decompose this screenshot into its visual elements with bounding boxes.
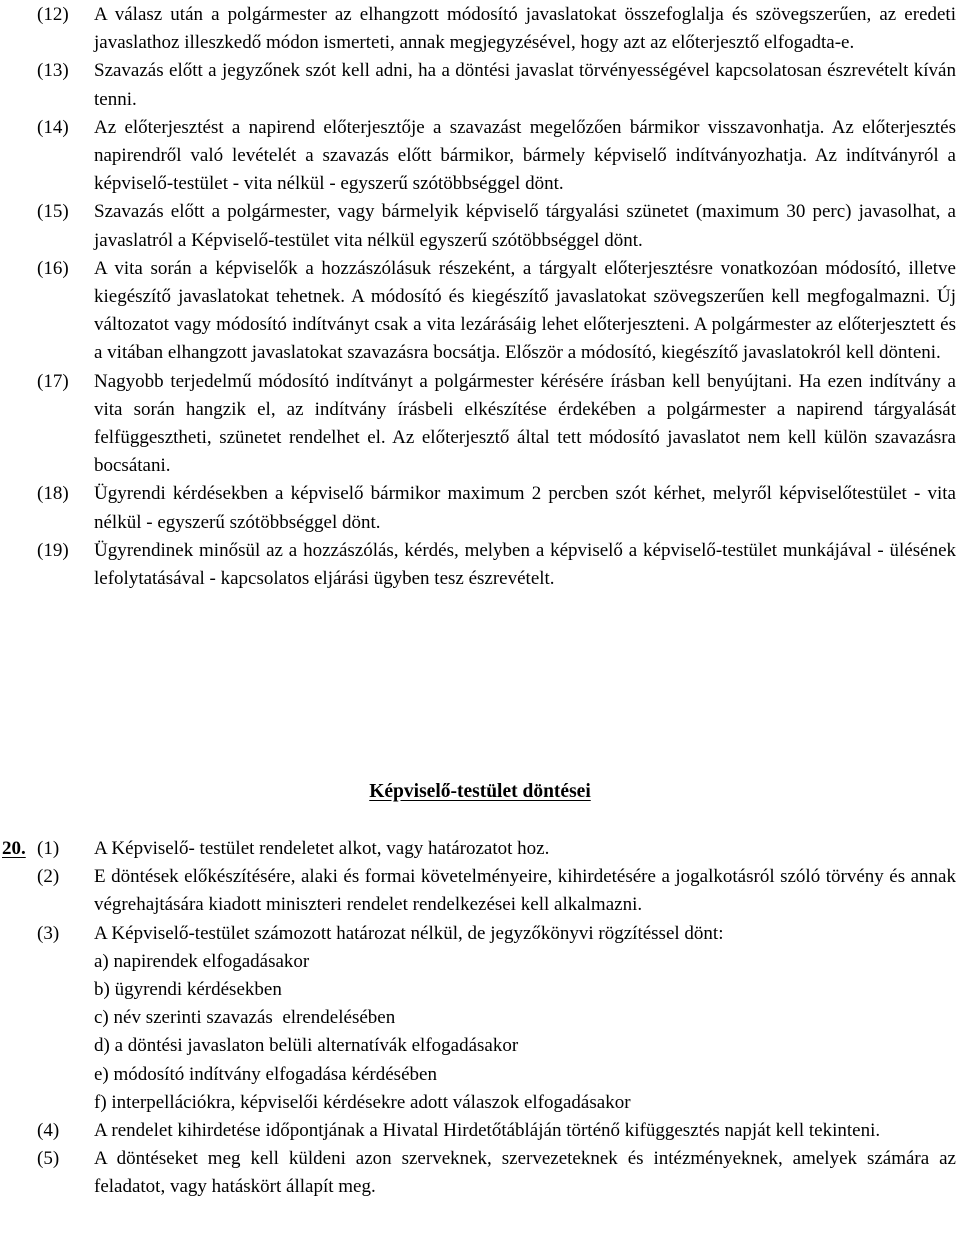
paragraphs-top — [0, 1, 956, 593]
list-item: c) név szerinti szavazás elrendelésében — [94, 1007, 396, 1029]
paragraph-text: Nagyobb terjedelmű módosító indítványt a polgármester kérésére írásban kell benyújtani. Ha ezen indítvány a vita során hangzik el, az indítvány írásbeli elkészítése érdekében a polgármester a napirend tárgyalását felfüggesztheti, szünetet rendelhet el. Az előterjesztő által tett módosító javaslatot nem kell külön szavazásra bocsátani. — [94, 370, 956, 477]
paragraph-number: (15) — [37, 201, 69, 223]
paragraph-number: (5) — [37, 1148, 60, 1170]
paragraph-2 — [0, 863, 956, 919]
paragraph-13 — [0, 57, 956, 113]
paragraph-text: Ügyrendi kérdésekben a képviselő bármikor maximum 2 percben szót kérhet, melyről képviselőtestület - vita nélkül - egyszerű szótöbbséggel dönt. — [94, 483, 956, 533]
paragraph-number: (12) — [37, 4, 69, 25]
paragraph-18 — [0, 480, 956, 536]
list-item: e) módosító indítvány elfogadása kérdésében — [94, 1063, 437, 1085]
paragraph-text: Ügyrendinek minősül az a hozzászólás, kérdés, melyben a képviselő a képviselő-testület munkájával - ülésének lefolytatásával - kapcsolatos eljárási ügyben tesz észrevételt. — [94, 539, 956, 590]
paragraph-5 — [0, 1145, 956, 1201]
list-item: d) a döntési javaslaton belüli alternatívák elfogadásakor — [94, 1035, 519, 1057]
paragraph-text: A Képviselő- testület rendeletet alkot, vagy határozatot hoz. — [94, 838, 550, 859]
paragraph-text: A döntéseket meg kell küldeni azon szerveknek, szervezeteknek és intézményeknek, amelyek számára az feladatot, vagy hatáskört állapít meg. — [94, 1148, 956, 1198]
paragraph-15 — [0, 198, 956, 254]
paragraph-number: (1) — [37, 838, 60, 859]
paragraph-14 — [0, 114, 956, 199]
paragraph-number: (13) — [37, 60, 69, 82]
paragraph-16 — [0, 255, 956, 368]
paragraph-text: E döntések előkészítésére, alaki és formai követelményeire, kihirdetésére a jogalkotásról szóló törvény és annak végrehajtására kiadott miniszteri rendelet rendelkezései kell alkalmazni. — [94, 866, 956, 916]
list-item: f) interpellációkra, képviselői kérdésekre adott válaszok elfogadásakor — [94, 1091, 631, 1113]
paragraph-text: Az előterjesztést a napirend előterjesztője a szavazást megelőzően bármikor visszavonhatja. Az előterjesztés napirendről való levételét a szavazás előtt bármikor, bármely képviselő indítványozhatja. Az indítványról a képviselő-testület - vita nélkül - egyszerű szótöbbséggel dönt. — [94, 116, 956, 195]
section-heading: Képviselő-testület döntései — [369, 781, 591, 802]
section-number: 20. — [2, 838, 26, 859]
list-item: b) ügyrendi kérdésekben — [94, 979, 282, 1001]
paragraph-text: Szavazás előtt a jegyzőnek szót kell adni, ha a döntési javaslat törvényességével kapcsolatosan észrevételt kíván tenni. — [94, 60, 956, 110]
paragraph-number: (19) — [37, 539, 69, 561]
paragraph-text: A Képviselő-testület számozott határozat nélkül, de jegyzőkönyvi rögzítéssel dönt: — [94, 922, 724, 944]
paragraph-number: (4) — [37, 1120, 60, 1142]
paragraph-number: (17) — [37, 370, 69, 392]
section-20 — [0, 835, 956, 1202]
paragraph-number: (16) — [37, 257, 69, 279]
paragraph-4 — [0, 1117, 956, 1145]
paragraph-number: (3) — [37, 922, 60, 944]
paragraph-number: (14) — [37, 116, 69, 138]
paragraph-3 — [0, 920, 956, 948]
paragraph-text: A rendelet kihirdetése időpontjának a Hivatal Hirdetőtábláján történő kifüggesztés napját kell tekinteni. — [94, 1120, 881, 1142]
paragraph-number: (2) — [37, 866, 60, 888]
paragraph-12 — [0, 1, 956, 57]
paragraph-text: A vita során a képviselők a hozzászólásuk részeként, a tárgyalt előterjesztésre vonatkozóan módosító, illetve kiegészítő javaslatokat tehetnek. A módosító és kiegészítő javaslatokat szövegszerűen kell megfogalmazni. Új változatot vagy módosító indítványt csak a vita lezárásáig lehet előterjeszteni. A polgármester az előterjesztett és a vitában elhangzott javaslatokat szavazásra bocsátja. Először a módosító, kiegészítő javaslatokról kell dönteni. — [94, 257, 956, 364]
paragraph-text: A válasz után a polgármester az elhangzott módosító javaslatokat összefoglalja és szövegszerűen, az eredeti javaslathoz illeszkedő módon ismerteti, annak megjegyzésével, hogy azt az előterjesztő elfogadta-e. — [94, 4, 956, 54]
list-item: a) napirendek elfogadásakor — [94, 950, 310, 972]
paragraph-19 — [0, 537, 956, 593]
paragraph-number: (18) — [37, 483, 69, 505]
paragraph-text: Szavazás előtt a polgármester, vagy bármelyik képviselő tárgyalási szünetet (maximum 30 perc) javasolhat, a javaslatról a Képviselő-testület vita nélkül egyszerű szótöbbséggel dönt. — [94, 201, 956, 251]
paragraph-1 — [0, 835, 956, 863]
paragraph-17 — [0, 368, 956, 481]
